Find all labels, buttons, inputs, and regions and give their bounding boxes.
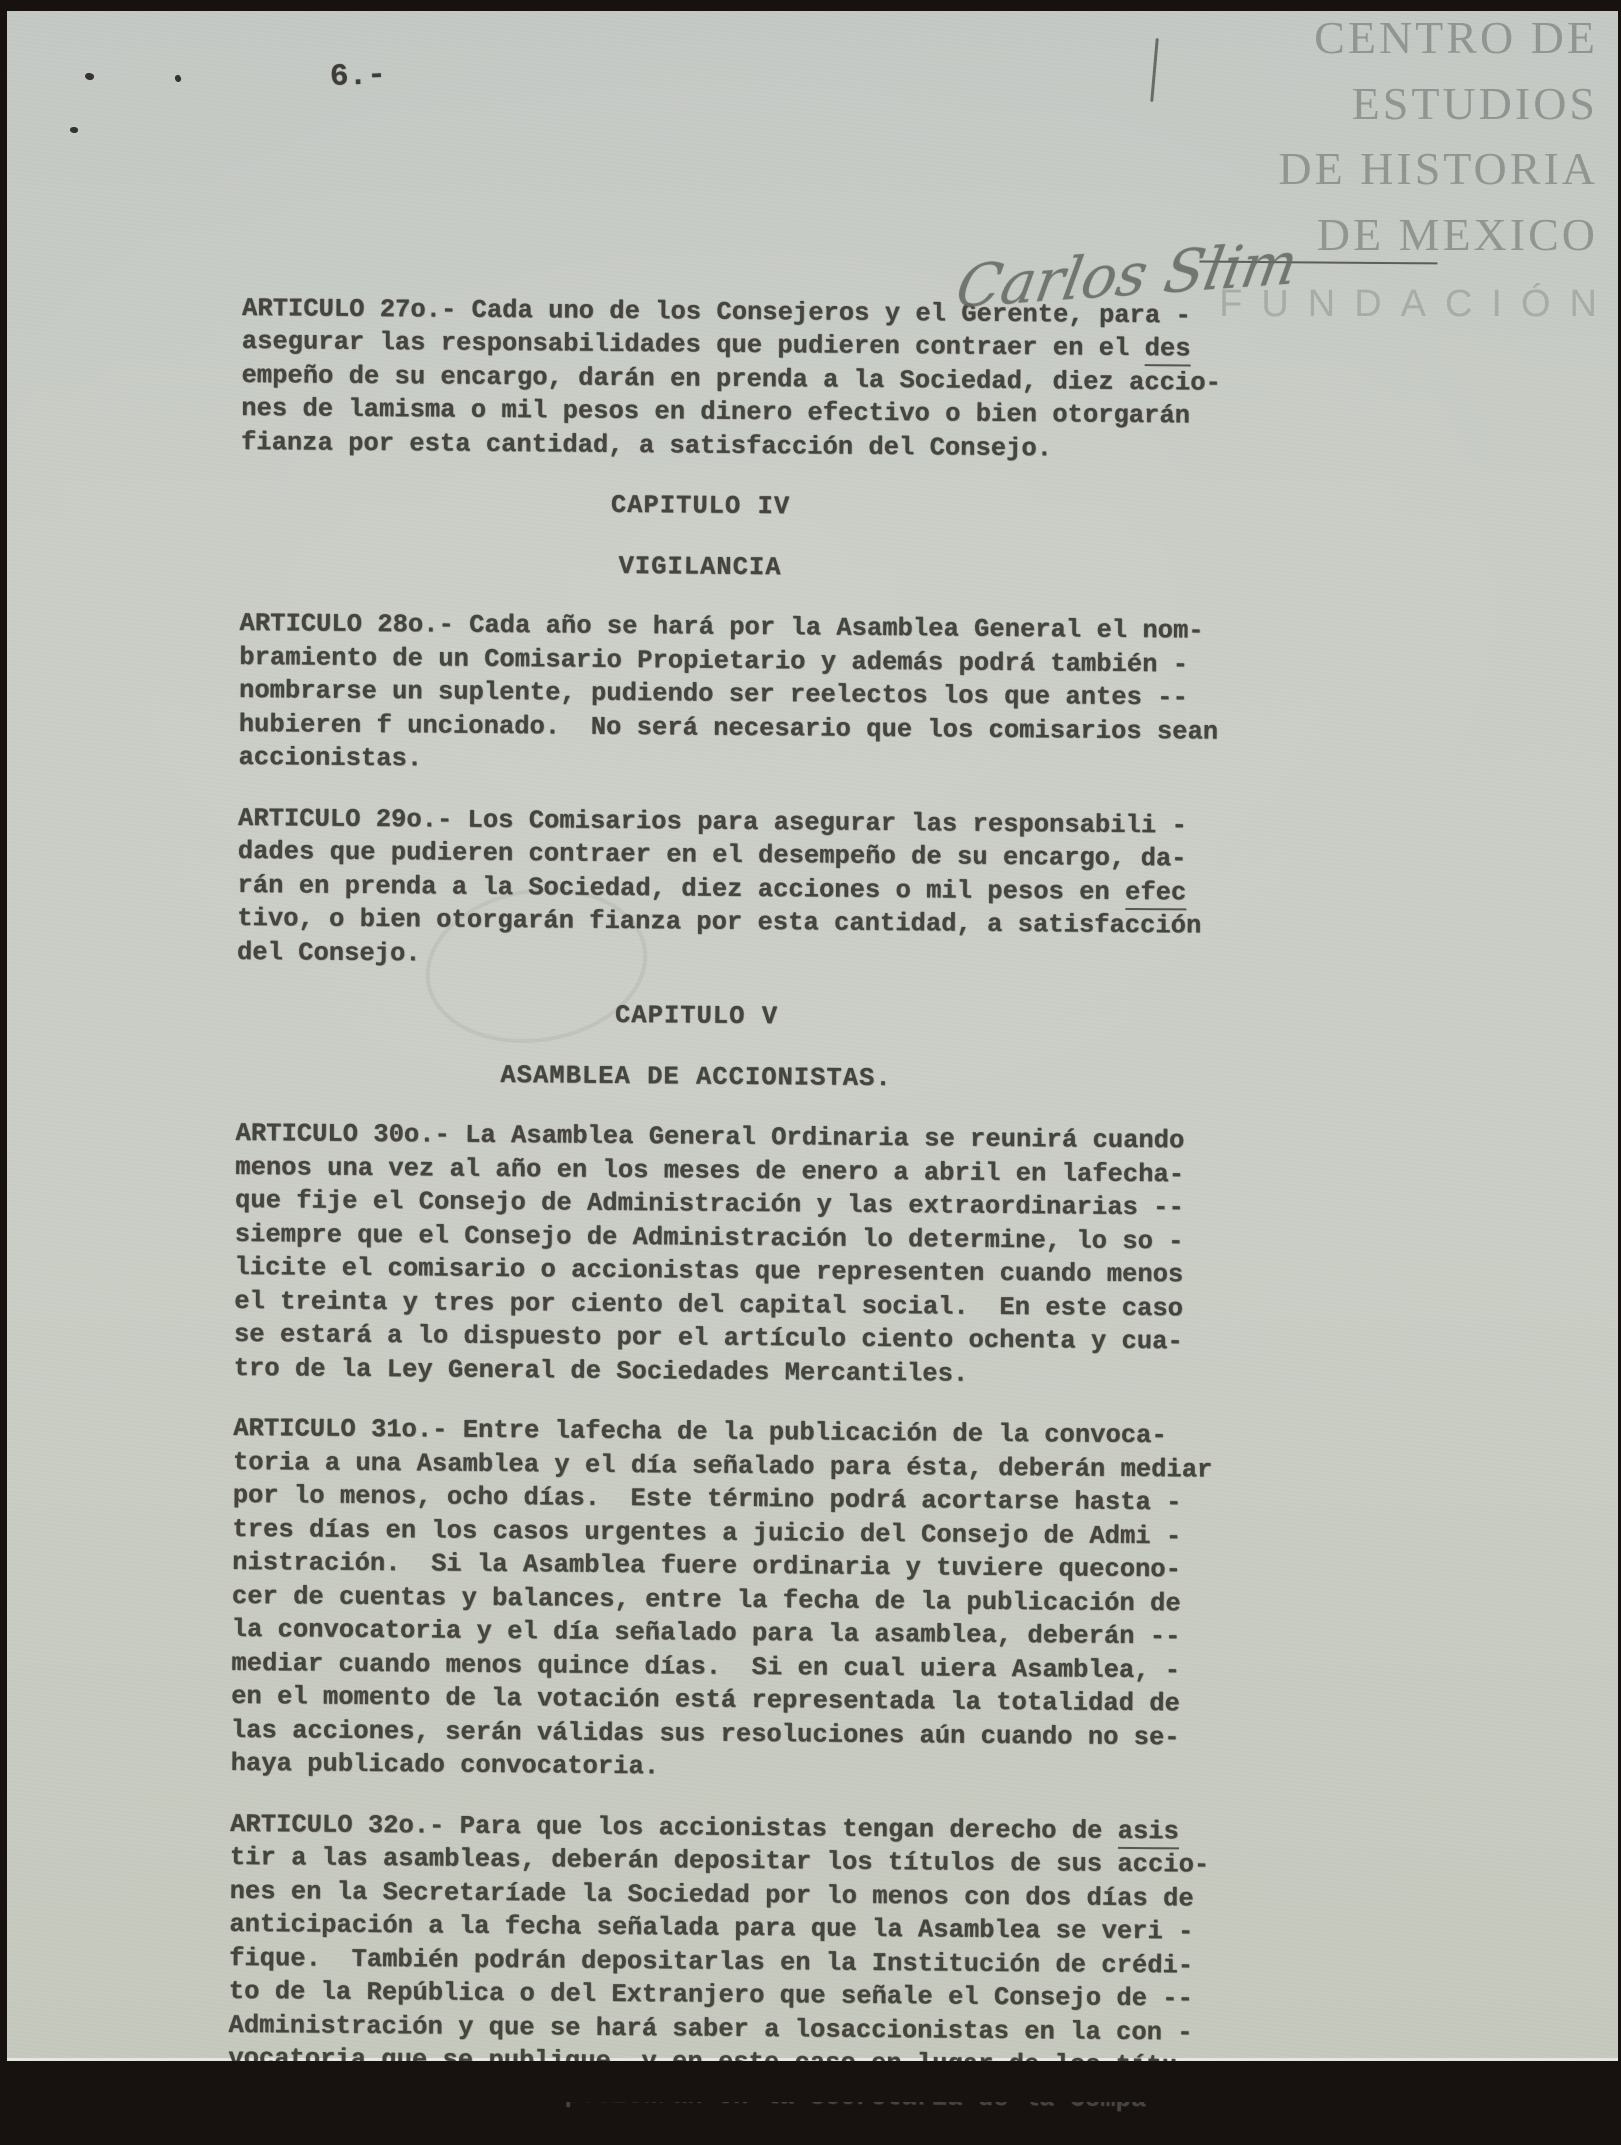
text-line: menos una vez al año en los meses de enero a abril en lafecha-: [235, 1152, 1185, 1189]
text-line: por lo menos, ocho días. Este término podrá acortarse hasta -: [232, 1480, 1182, 1518]
text-line: haya publicado convocatoria.: [230, 1748, 660, 1782]
watermark-line: ESTUDIOS: [1351, 77, 1598, 129]
scan-edge-left: [0, 0, 7, 2102]
pen-mark: [1150, 38, 1159, 102]
underlined-syllable: efec: [1125, 877, 1186, 909]
text-line: tir a las asambleas, deberán depositar los títulos de sus accio-: [229, 1842, 1210, 1880]
text-line: las acciones, serán válidas sus resoluciones aún cuando no se-: [230, 1715, 1180, 1752]
ink-speck: [174, 74, 183, 83]
text-line: en el momento de la votación está representada la totalidad de: [231, 1681, 1181, 1719]
text-line: ARTICULO 27o.- Cada uno de los Consejeros y el Gerente, para -: [241, 293, 1191, 330]
text-line: ARTICULO 28o.- Cada año se hará por la Asamblea General el nom-: [239, 608, 1204, 646]
text-line: se estará a lo dispuesto por el artículo ciento ochenta y cua-: [233, 1319, 1183, 1357]
archive-watermark: [1278, 5, 1598, 267]
text-line: cer de cuentas y balances, entre la fecha de la publicación de: [231, 1581, 1181, 1618]
text-line: empeño de su encargo, darán en prenda a la Sociedad, diez accio-: [241, 360, 1221, 398]
text-line: la convocatoria y el día señalado para la asamblea, deberán --: [231, 1614, 1181, 1652]
document-body: [228, 191, 1253, 2144]
text-line: tres días en los casos urgentes a juicio del Consejo de Admi -: [232, 1514, 1182, 1551]
paper-sheet: [7, 11, 1618, 2061]
text-line: anticipación a la fecha señalada para que la Asamblea se veri -: [229, 1909, 1194, 1947]
text-line: rán en prenda a la Sociedad, diez acciones o mil pesos en efec: [237, 868, 1247, 909]
text-line: nistración. Si la Asamblea fuere ordinaria y tuviere quecono-: [232, 1547, 1182, 1585]
article-paragraph: [241, 291, 1252, 466]
signature-watermark: Carlos Slim: [951, 228, 1303, 322]
text-line: nes en la Secretaríade la Sociedad por lo menos con dos días de: [229, 1876, 1194, 1914]
article-paragraph: [231, 1412, 1244, 1788]
text-line: que fije el Consejo de Administración y las extraordinarias --: [234, 1185, 1184, 1223]
foundation-watermark: FUNDACIÓN: [1219, 283, 1616, 325]
underlined-syllable: asis: [1118, 1816, 1179, 1848]
watermark-line: CENTRO DE: [1314, 12, 1598, 63]
article-paragraph: [238, 607, 1249, 782]
scan-edge-top: [0, 0, 1621, 11]
text-line: ARTICULO 29o.- Los Comisarios para asegurar las responsabili -: [237, 803, 1187, 840]
text-line: el treinta y tres por ciento del capital social. En este caso: [234, 1286, 1184, 1323]
text-line: mediar cuando menos quince días. Si en cual uiera Asamblea, -: [231, 1648, 1181, 1685]
text-line: ARTICULO 32o.- Para que los accionistas tengan derecho de asis: [230, 1807, 1240, 1848]
text-line: asegurar las responsabilidades que pudieren contraer en el des: [242, 325, 1252, 366]
article-paragraph: [237, 801, 1248, 976]
text-line: tro de la Ley General de Sociedades Mercantiles.: [233, 1353, 969, 1389]
text-line: dades que pudieren contraer en el desempeño de su encargo, da-: [237, 836, 1187, 874]
watermark-line: DE MEXICO: [1316, 208, 1598, 260]
text-line: tivo, o bien otorgarán fianza por esta cantidad, a satisfacción: [237, 903, 1202, 941]
text-line: fianza por esta cantidad, a satisfacción del Consejo.: [240, 427, 1053, 463]
ink-speck: [70, 126, 79, 133]
scan-edge-bottom: [0, 2061, 1621, 2102]
text-line: siempre que el Consejo de Administración lo determine, lo so -: [234, 1219, 1184, 1256]
text-line: hubieren f uncionado. No será necesario que los comisarios sean: [238, 709, 1219, 747]
text-line: del Consejo.: [236, 937, 421, 968]
text-line: nes de lamisma o mil pesos en dinero efectivo o bien otorgarán: [241, 393, 1191, 431]
text-line: fique. También podrán depositarlas en la Institución de crédi-: [229, 1943, 1194, 1981]
text-line: to de la República o del Extranjero que señale el Consejo de --: [228, 1976, 1194, 2014]
underlined-syllable: des: [1145, 334, 1191, 366]
text-line: licite el comisario o accionistas que representen cuando menos: [234, 1252, 1184, 1290]
page-number: 6.-: [329, 58, 387, 95]
text-line: ARTICULO 30o.- La Asamblea General Ordinaria se reunirá cuando: [235, 1118, 1185, 1156]
text-line: Administración y que se hará saber a losaccionistas en la con -: [228, 2010, 1193, 2048]
text-line: ARTICULO 31o.- Entre lafecha de la publicación de la convoca-: [233, 1413, 1167, 1451]
text-line: accionistas.: [238, 742, 423, 774]
ink-speck: [84, 72, 95, 82]
article-paragraph: [234, 1117, 1246, 1393]
text-line: nombrarse un suplente, pudiendo ser reelectos los que antes --: [238, 675, 1188, 713]
text-line: toria a una Asamblea y el día señalado para ésta, deberán mediar: [232, 1447, 1213, 1485]
chapter-heading: VIGILANCIA: [618, 551, 782, 582]
watermark-line: DE HISTORIA: [1278, 143, 1598, 194]
chapter-heading: ASAMBLEA DE ACCIONISTAS.: [500, 1060, 892, 1093]
chapter-heading: CAPITULO IV: [610, 490, 791, 522]
text-line: bramiento de un Comisario Propietario y además podrá también -: [239, 642, 1189, 679]
chapter-heading: CAPITULO V: [614, 1000, 779, 1032]
